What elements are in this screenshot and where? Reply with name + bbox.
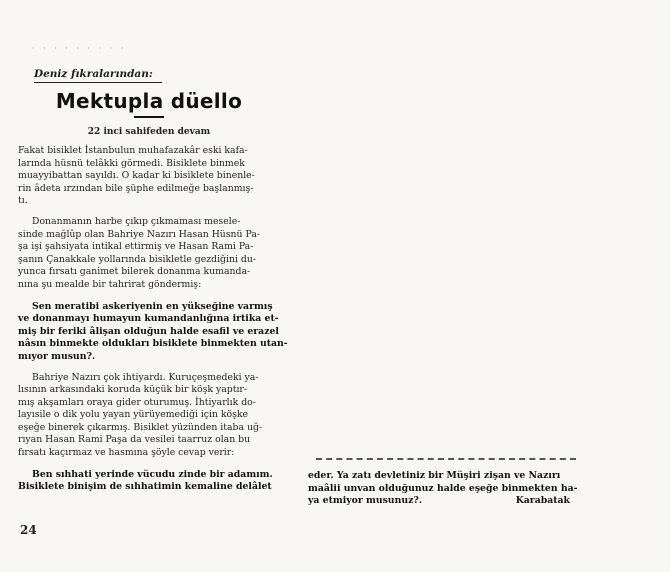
paragraph-4 — [18, 372, 280, 460]
paragraph-4-line: lısının arkasındaki koruda küçük bir köşk yaptır- — [18, 384, 248, 396]
right-paragraph — [308, 470, 580, 508]
paragraph-5-line: Ben sıhhati yerinde vücudu zinde bir adamım. — [32, 468, 273, 480]
paragraph-3-line: miş bir feriki âlişan olduğun halde esafil ve erazel — [18, 325, 279, 337]
right-paragraph-line — [308, 495, 580, 508]
paragraph-5-quote — [18, 469, 280, 494]
left-column — [18, 48, 288, 494]
article-title: Mektupla düello — [55, 89, 243, 113]
right-column — [308, 458, 580, 508]
section-label: Deniz fıkralarından: — [34, 68, 153, 80]
paragraph-1-line: muayyibattan sayıldı. O kadar ki bisiklete binenle- — [18, 170, 255, 182]
paragraph-3-line: nâsın binmekte oldukları bisiklete binmekten utan- — [18, 338, 288, 350]
paragraph-4-line: mış akşamları oraya gider oturumuş. İhtiyarlık do- — [18, 396, 256, 408]
paragraph-2-line: şanın Çanakkale yollarında bisikletle gezdiğini du- — [18, 253, 256, 265]
paragraph-2-line: sinde mağlûp olan Bahriye Nazırı Hasan Hüsnü Pa- — [18, 228, 261, 240]
right-paragraph-line: eder. Ya zatı devletiniz bir Müşiri zişan ve Nazırı — [308, 470, 561, 481]
paragraph-1-line: larında hüsnü telâkki görmedi. Bisiklete binmek — [18, 157, 245, 169]
section-label-rule — [34, 82, 162, 83]
continuation-rule — [316, 458, 576, 460]
paragraph-3-line: ve donanmayı humayun kumandanlığına irtika et- — [18, 313, 279, 325]
paragraph-1-line: rin âdeta ırzından bile şüphe edilmeğe başlanmış- — [18, 182, 254, 194]
page-number: 24 — [20, 523, 37, 537]
paragraph-4-line: layısile o dik yolu yayan yürüyemediği için köşke — [18, 409, 249, 421]
title-ornament — [134, 116, 164, 118]
paragraph-2 — [18, 216, 280, 292]
top-marks: · · · · · · · · · — [32, 44, 127, 53]
author-signature: Karabatak — [515, 495, 570, 507]
paragraph-3-quote — [18, 300, 288, 364]
paragraph-2-line: Donanmanın harbe çıkıp çıkmaması mesele- — [32, 215, 241, 227]
paragraph-3-line: mıyor musun?. — [18, 350, 96, 362]
paragraph-1-line: Fakat bisiklet İstanbulun muhafazakâr eski kafa- — [18, 145, 248, 156]
paragraph-4-line: rıyan Hasan Rami Paşa da vesilei taarruz olan bu — [18, 434, 251, 446]
continuation-byline: 22 inci sahifeden devam — [87, 127, 211, 137]
paragraph-4-line: eşeğe binerek çıkarmış. Bisiklet yüzünden itaba uğ- — [18, 421, 263, 433]
right-paragraph-last-text: ya etmiyor musunuz?. — [308, 495, 423, 507]
paragraph-2-line: nına şu mealde bir tahrirat göndermiş: — [18, 278, 202, 290]
paragraph-2-line: şa işi şahsiyata intikal ettirmiş ve Hasan Rami Pa- — [18, 241, 254, 253]
paragraph-2-line: yunca fırsatı ganimet bilerek donanma kumanda- — [18, 266, 251, 278]
paragraph-4-line: fırsatı kaçırmaz ve hasmına şöyle cevap verir: — [18, 447, 235, 459]
paragraph-5-line: Bisiklete binişim de sıhhatimin kemaline delâlet — [18, 481, 272, 493]
right-paragraph-line: maâlii unvan olduğunuz halde eşeğe binmekten ha- — [308, 482, 578, 494]
paragraph-4-line: Bahriye Nazırı çok ihtiyardı. Kuruçeşmedeki ya- — [32, 371, 259, 383]
paragraph-1-line: tı. — [18, 195, 28, 207]
paragraph-3-line: Sen meratibi askeriyenin en yükseğine varmış — [32, 300, 273, 312]
paragraph-1 — [18, 145, 280, 208]
